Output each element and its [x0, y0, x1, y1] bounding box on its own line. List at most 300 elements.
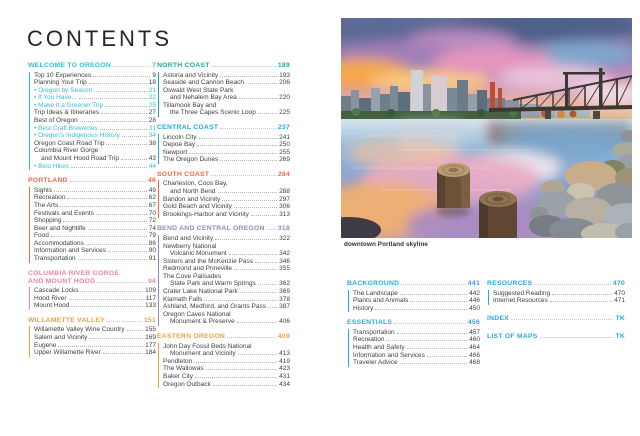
dot-leader	[394, 323, 466, 324]
dot-leader	[239, 98, 277, 99]
dot-leader	[51, 236, 147, 237]
entry-label: Crater Lake National Park	[163, 288, 238, 296]
entry-label: Cascade Locks	[34, 287, 79, 295]
toc-entry	[163, 358, 290, 366]
dot-leader	[54, 191, 147, 192]
toc-entry	[493, 297, 625, 305]
entry-page-number: 434	[279, 380, 290, 388]
entry-page-number: 297	[279, 195, 290, 203]
dot-leader	[94, 91, 146, 92]
dot-leader	[100, 129, 147, 130]
entry-page-number: 117	[145, 294, 156, 302]
dot-leader	[258, 284, 277, 285]
entry-label: The Cove Palisades	[163, 272, 222, 280]
entry-page-number: 109	[145, 287, 156, 295]
toc-entry	[34, 140, 156, 148]
toc-entry	[163, 303, 290, 311]
section-heading-label: CENTRAL COAST	[157, 124, 219, 132]
entry-page-number: 269	[279, 156, 290, 164]
entry-page-number: 431	[279, 372, 290, 380]
entry-page-number: 22	[148, 94, 156, 102]
toc-entry	[163, 156, 290, 164]
dot-leader	[218, 192, 278, 193]
toc-entry	[353, 352, 480, 360]
dot-leader	[215, 239, 277, 240]
entry-label: and North Bend	[170, 188, 216, 196]
section-page-number: 94	[147, 277, 156, 285]
toc-column-right-2	[487, 280, 625, 351]
entry-label: Bend and Vicinity	[163, 234, 214, 242]
toc-entry	[163, 250, 290, 258]
section-heading-label: WILLAMETTE VALLEY	[28, 316, 105, 324]
entry-label: Sights	[34, 186, 53, 194]
toc-entry	[34, 155, 156, 163]
toc-entry	[34, 194, 156, 202]
toc-entry	[34, 210, 156, 218]
dot-leader	[237, 322, 277, 323]
entry-page-number: 90	[148, 247, 156, 255]
dot-leader	[211, 175, 276, 176]
entry-label: Beer and Nightlife	[34, 224, 86, 232]
entry-label: Ashland, Medford, and Grants Pass	[163, 303, 266, 311]
toc-entry	[34, 287, 156, 295]
toc-entry	[34, 247, 156, 255]
entry-label: • Make It a Greener Trip	[34, 101, 104, 109]
toc-entry	[163, 196, 290, 204]
dot-leader	[427, 356, 467, 357]
entry-page-number: 86	[148, 239, 156, 247]
entry-page-number: 322	[279, 234, 290, 242]
entry-page-number: 378	[279, 295, 290, 303]
toc-entry	[353, 359, 480, 367]
entry-page-number: 442	[469, 289, 480, 297]
dot-leader	[63, 221, 146, 222]
toc-entry	[34, 163, 156, 171]
toc-entry	[163, 141, 290, 149]
toc-entry	[353, 305, 480, 313]
entry-label: History	[353, 304, 374, 312]
section-entries	[158, 180, 291, 218]
entry-label: Seaside and Cannon Beach	[163, 79, 244, 87]
dot-leader	[240, 292, 277, 293]
dot-leader	[96, 214, 147, 215]
dot-leader	[204, 300, 277, 301]
toc-entry	[163, 79, 290, 87]
entry-label: Suggested Reading	[493, 289, 551, 297]
entry-page-number: 206	[279, 79, 290, 87]
toc-section	[487, 333, 625, 341]
toc-section	[157, 171, 290, 218]
section-page-number: TK	[615, 314, 625, 322]
toc-entry	[34, 255, 156, 263]
dot-leader	[234, 207, 277, 208]
toc-entry	[163, 109, 290, 117]
dot-leader	[60, 206, 147, 207]
entry-label: Gold Beach and Vicinity	[163, 203, 232, 211]
entry-label: Traveler Advice	[353, 359, 398, 367]
entry-label: and Mount Hood Road Trip	[41, 155, 120, 163]
section-heading	[28, 177, 156, 185]
dot-leader	[206, 369, 278, 370]
entry-page-number: 342	[279, 250, 290, 258]
toc-entry	[163, 72, 290, 80]
entry-label: Monument and Vicinity	[170, 350, 236, 358]
section-heading-label: ESSENTIALS	[347, 319, 393, 327]
section-entries	[158, 72, 291, 118]
toc-section	[157, 333, 290, 388]
dot-leader	[101, 113, 147, 114]
toc-entry	[353, 290, 480, 298]
toc-entry	[34, 102, 156, 110]
dot-leader	[238, 354, 278, 355]
toc-entry	[493, 290, 625, 298]
entry-label: Internet Resources	[493, 297, 548, 305]
entry-label: Charleston, Coos Bay,	[163, 180, 228, 188]
entry-page-number: 306	[279, 203, 290, 211]
toc-entry	[34, 232, 156, 240]
section-entries	[348, 329, 481, 367]
entry-page-number: 419	[279, 357, 290, 365]
toc-entry	[163, 203, 290, 211]
entry-page-number: 255	[279, 148, 290, 156]
entry-page-number: 74	[148, 224, 156, 232]
entry-page-number: 31	[148, 124, 156, 132]
entry-label: Brookings-Harbor and Vicinity	[163, 210, 249, 218]
section-page-number: 284	[277, 170, 290, 178]
toc-entry	[34, 187, 156, 195]
entry-page-number: 28	[148, 117, 156, 125]
entry-label: Newport	[163, 148, 188, 156]
dot-leader	[71, 167, 147, 168]
entry-page-number: 18	[148, 79, 156, 87]
section-heading-label: AND MOUNT HOOD	[28, 277, 96, 285]
entry-label: Columbia River Gorge	[34, 147, 99, 155]
entry-label: Monument & Preserve	[170, 318, 235, 326]
section-page-number: 46	[147, 177, 156, 185]
entry-page-number: 38	[148, 139, 156, 147]
dot-leader	[86, 244, 147, 245]
dot-leader	[80, 291, 143, 292]
section-heading	[157, 225, 290, 233]
entry-label: Mount Hood	[34, 302, 70, 310]
dot-leader	[189, 153, 277, 154]
dot-leader	[540, 337, 614, 338]
entry-page-number: 450	[469, 304, 480, 312]
dot-leader	[222, 200, 277, 201]
toc-entry	[34, 147, 156, 155]
entry-page-number: 25	[148, 101, 156, 109]
entry-label: Recreation	[353, 336, 385, 344]
entry-label: The Arts	[34, 201, 59, 209]
toc-entry	[353, 344, 480, 352]
dot-leader	[246, 83, 277, 84]
dot-leader	[234, 269, 277, 270]
section-entries	[29, 187, 157, 263]
section-heading	[157, 333, 290, 341]
section-heading-label: EASTERN OREGON	[157, 333, 226, 341]
dot-leader	[229, 254, 277, 255]
dot-leader	[70, 181, 146, 182]
dot-leader	[197, 145, 277, 146]
toc-entry	[163, 280, 290, 288]
toc-entry	[34, 94, 156, 102]
entry-label: • Best Hikes	[34, 162, 70, 170]
entry-label: Willamette Valley Wine Country	[34, 326, 125, 334]
entry-page-number: 155	[145, 326, 156, 334]
section-heading-label: LIST OF MAPS	[487, 332, 538, 340]
dot-leader	[552, 294, 612, 295]
entry-label: John Day Fossil Beds National	[163, 342, 252, 350]
entry-label: Planning Your Trip	[34, 79, 87, 87]
dot-leader	[267, 229, 276, 230]
toc-entry	[163, 235, 290, 243]
section-entries	[348, 290, 481, 313]
entry-page-number: 464	[469, 343, 480, 351]
dot-leader	[400, 294, 467, 295]
dot-leader	[195, 377, 277, 378]
dot-leader	[121, 159, 147, 160]
toc-entry	[34, 202, 156, 210]
toc-entry	[34, 342, 156, 350]
entry-label: Upper Willamette River	[34, 349, 101, 357]
section-entries	[158, 134, 291, 164]
dot-leader	[258, 113, 277, 114]
dot-leader	[88, 229, 147, 230]
section-page-number: 189	[277, 62, 290, 69]
dot-leader	[103, 353, 143, 354]
dot-leader	[400, 363, 468, 364]
entry-label: Redmond and Prineville	[163, 265, 233, 273]
toc-entry	[34, 87, 156, 95]
dot-leader	[67, 198, 146, 199]
entry-page-number: 21	[148, 86, 156, 94]
dot-leader	[397, 333, 467, 334]
toc-entry	[163, 350, 290, 358]
section-heading-label: BEND AND CENTRAL OREGON	[157, 225, 265, 233]
dot-leader	[97, 282, 146, 283]
entry-page-number: 466	[469, 351, 480, 359]
section-page-number: 470	[612, 280, 625, 287]
section-heading-label: BACKGROUND	[347, 280, 400, 287]
section-heading	[347, 280, 480, 288]
toc-section	[487, 280, 625, 305]
toc-entry	[34, 117, 156, 125]
toc-entry	[34, 302, 156, 310]
entry-label: Accommodations	[34, 239, 84, 247]
entry-page-number: 288	[279, 188, 290, 196]
entry-label: Plants and Animals	[353, 297, 409, 305]
toc-entry	[163, 258, 290, 266]
entry-label: Sisters and the McKenzie Pass	[163, 257, 253, 265]
section-entries	[158, 343, 291, 389]
entry-page-number: 362	[279, 280, 290, 288]
section-heading	[28, 317, 156, 325]
entry-page-number: 468	[469, 359, 480, 367]
toc-section	[28, 62, 156, 170]
entry-label: • If You Have...	[34, 94, 77, 102]
entry-label: Baker City	[163, 372, 193, 380]
toc-section	[347, 280, 480, 312]
entry-label: Transportation	[34, 255, 76, 263]
entry-label: Information and Services	[34, 247, 106, 255]
section-heading	[487, 315, 625, 323]
toc-entry	[34, 217, 156, 225]
toc-column-left-1	[28, 62, 156, 364]
entry-page-number: 133	[145, 302, 156, 310]
toc-entry	[163, 365, 290, 373]
entry-label: Food	[34, 232, 49, 240]
dot-leader	[78, 259, 147, 260]
entry-page-number: 44	[148, 162, 156, 170]
dot-leader	[69, 299, 144, 300]
entry-label: • Best Craft Breweries	[34, 124, 98, 132]
entry-page-number: 446	[469, 297, 480, 305]
entry-page-number: 34	[148, 132, 156, 140]
section-page-number: 318	[277, 225, 290, 233]
section-heading	[157, 171, 290, 179]
entry-page-number: 313	[279, 210, 290, 218]
toc-entry	[353, 297, 480, 305]
dot-leader	[213, 385, 277, 386]
page-title: CONTENTS	[27, 26, 172, 51]
toc-entry	[163, 134, 290, 142]
dot-leader	[401, 284, 466, 285]
dot-leader	[199, 138, 278, 139]
toc-entry	[163, 373, 290, 381]
dot-leader	[550, 301, 612, 302]
toc-section	[28, 177, 156, 262]
entry-page-number: 220	[279, 94, 290, 102]
toc-entry	[34, 349, 156, 357]
dot-leader	[212, 66, 276, 67]
dot-leader	[511, 319, 613, 320]
dot-leader	[220, 160, 277, 161]
toc-entry	[34, 72, 156, 80]
toc-entry	[163, 318, 290, 326]
entry-label: The Wallowas	[163, 365, 204, 373]
dot-leader	[268, 307, 277, 308]
entry-page-number: 355	[279, 265, 290, 273]
dot-leader	[251, 215, 277, 216]
entry-label: Astoria and Vicinity	[163, 71, 219, 79]
entry-page-number: 9	[152, 71, 156, 79]
section-page-number: 441	[467, 280, 480, 287]
entry-label: Oregon Coast Road Trip	[34, 139, 105, 147]
photo-caption: downtown Portland skyline	[344, 241, 429, 248]
dot-leader	[407, 348, 467, 349]
section-heading-label: COLUMBIA RIVER GORGE	[28, 269, 120, 277]
entry-page-number: 460	[469, 336, 480, 344]
entry-page-number: 470	[614, 289, 625, 297]
entry-page-number: 423	[279, 365, 290, 373]
section-page-number: 409	[277, 333, 290, 341]
toc-entry	[163, 311, 290, 319]
dot-leader	[127, 330, 144, 331]
dot-leader	[220, 76, 277, 77]
entry-label: The Oregon Dunes	[163, 156, 219, 164]
dot-leader	[71, 306, 143, 307]
section-heading	[28, 270, 156, 278]
section-heading	[487, 280, 625, 288]
entry-label: Trip Ideas & Itineraries	[34, 109, 100, 117]
dot-leader	[89, 338, 143, 339]
toc-entry	[163, 188, 290, 196]
entry-label: Volcanic Monument	[170, 250, 227, 258]
toc-entry	[34, 295, 156, 303]
section-heading	[28, 62, 156, 70]
section-entries	[488, 290, 626, 305]
toc-entry	[163, 94, 290, 102]
toc-section	[157, 62, 290, 117]
toc-section	[487, 315, 625, 323]
toc-section	[157, 225, 290, 326]
toc-entry	[163, 273, 290, 281]
entry-label: Oswald West State Park	[163, 86, 234, 94]
toc-entry	[163, 87, 290, 95]
entry-page-number: 346	[279, 257, 290, 265]
dot-leader	[386, 340, 467, 341]
entry-label: Newberry National	[163, 242, 217, 250]
toc-entry	[34, 79, 156, 87]
entry-label: Recreation	[34, 194, 66, 202]
dot-leader	[93, 76, 150, 77]
toc-section	[28, 270, 156, 310]
entry-label: Bandon and Vicinity	[163, 195, 221, 203]
entry-label: • Oregon's Indigenous History	[34, 132, 120, 140]
toc-entry	[163, 288, 290, 296]
entry-label: State Park and Warm Springs	[170, 280, 256, 288]
entry-label: Hood River	[34, 294, 67, 302]
entry-label: Transportation	[353, 328, 395, 336]
dot-leader	[227, 337, 276, 338]
toc-entry	[163, 211, 290, 219]
toc-entry	[353, 329, 480, 337]
entry-page-number: 79	[148, 232, 156, 240]
entry-label: Salem and Vicinity	[34, 334, 88, 342]
entry-page-number: 70	[148, 209, 156, 217]
entry-page-number: 457	[469, 328, 480, 336]
entry-page-number: 406	[279, 318, 290, 326]
entry-page-number: 49	[148, 186, 156, 194]
toc-entry	[163, 180, 290, 188]
portland-photo-illustration	[341, 18, 632, 238]
section-page-number: 237	[277, 124, 290, 132]
toc-column-left-2	[157, 62, 290, 395]
entry-page-number: 369	[279, 288, 290, 296]
section-heading	[487, 333, 625, 341]
entry-label: Lincoln City	[163, 133, 197, 141]
section-heading	[28, 278, 156, 286]
toc-entry	[34, 240, 156, 248]
entry-page-number: 67	[148, 201, 156, 209]
section-heading-label: SOUTH COAST	[157, 170, 210, 178]
toc-entry	[34, 225, 156, 233]
entry-label: Oregon Outback	[163, 380, 211, 388]
section-page-number: 456	[467, 319, 480, 327]
entry-page-number: 169	[145, 334, 156, 342]
dot-leader	[79, 98, 147, 99]
toc-entry	[34, 109, 156, 117]
entry-label: Top 10 Experiences	[34, 71, 92, 79]
entry-page-number: 72	[148, 217, 156, 225]
entry-page-number: 413	[279, 350, 290, 358]
section-heading-label: PORTLAND	[28, 177, 68, 185]
dot-leader	[89, 83, 147, 84]
entry-label: Eugene	[34, 341, 57, 349]
dot-leader	[107, 321, 142, 322]
toc-section	[28, 317, 156, 357]
toc-section	[157, 124, 290, 164]
